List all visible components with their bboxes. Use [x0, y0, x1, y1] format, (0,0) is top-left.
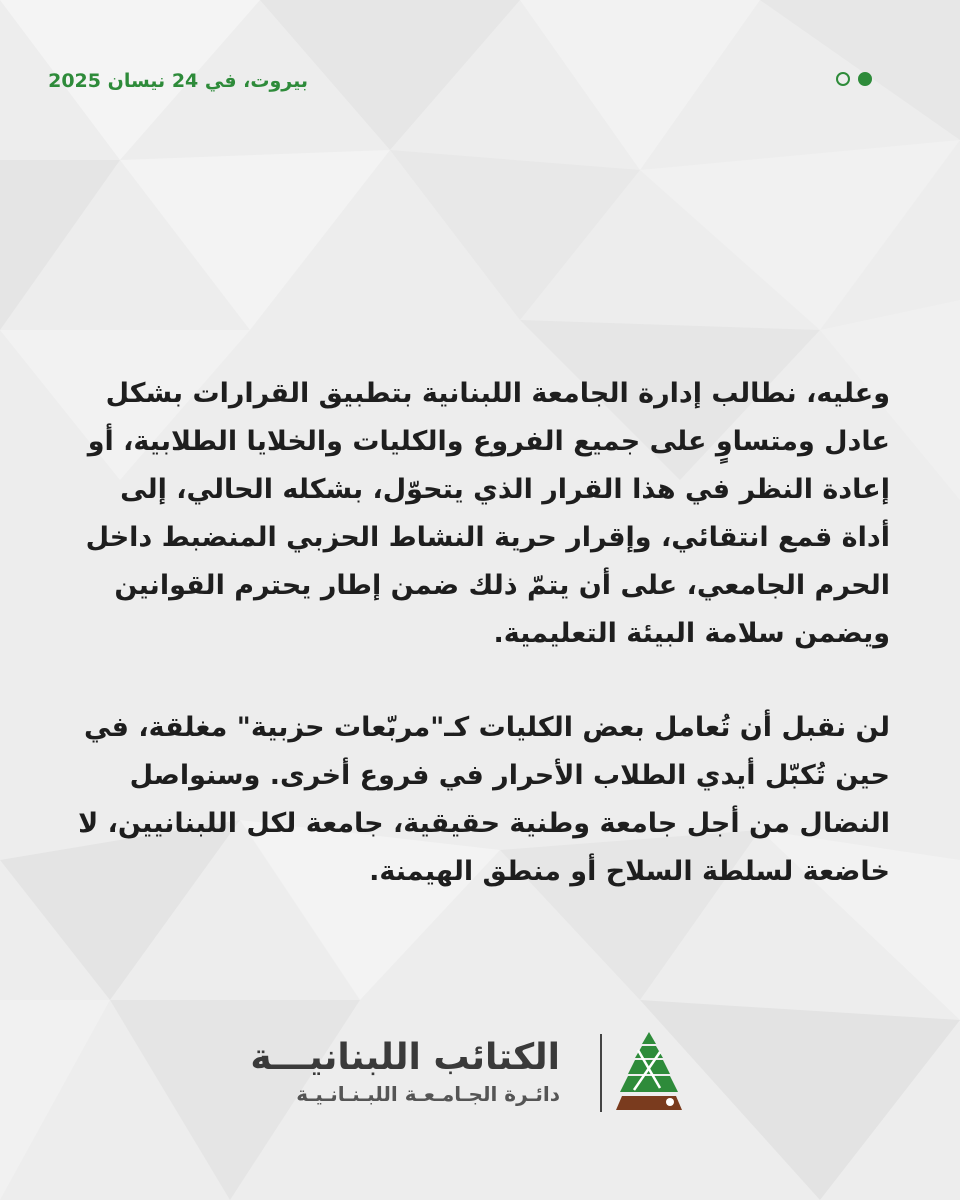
- date-line: بيروت، في 24 نيسان 2025: [48, 70, 308, 92]
- paragraph-1: وعليه، نطالب إدارة الجامعة اللبنانية بتطبيق القرارات بشكل عادل ومتساوٍ على جميع الفروع والكليات والخلايا الطلابية، أو إعادة النظر في هذا القرار الذي يتحوّل، بشكله الحالي، إلى أداة قمع انتقائي، وإقرار حرية النشاط الحزبي المنضبط داخل الحرم الجامعي، على أن يتمّ ذلك ضمن إطار يحترم القوانين ويضمن سلامة البيئة التعليمية.: [85, 378, 890, 649]
- statement-body: [70, 370, 890, 942]
- paragraph-2: لن نقبل أن تُعامل بعض الكليات كـ"مربّعات حزبية" مغلقة، في حين تُكبّل أيدي الطلاب الأحرار في فروع أخرى. وسنواصل النضال من أجل جامعة وطنية حقيقية، جامعة لكل اللبنانيين، لا خاضعة لسلطة السلاح أو منطق الهيمنة.: [78, 712, 890, 887]
- dot-outline-icon: [836, 72, 850, 86]
- department-name: دائـرة الجـامـعـة اللبـنـانـيـة: [296, 1082, 560, 1106]
- footer-logo-block: [250, 1030, 690, 1120]
- cedar-logo-icon: [612, 1030, 686, 1116]
- footer-divider: [600, 1034, 602, 1112]
- party-name: الكتائب اللبنانيـــة: [250, 1037, 560, 1078]
- logo-text: [250, 1036, 560, 1106]
- page-indicator: [836, 72, 872, 86]
- dot-filled-icon: [858, 72, 872, 86]
